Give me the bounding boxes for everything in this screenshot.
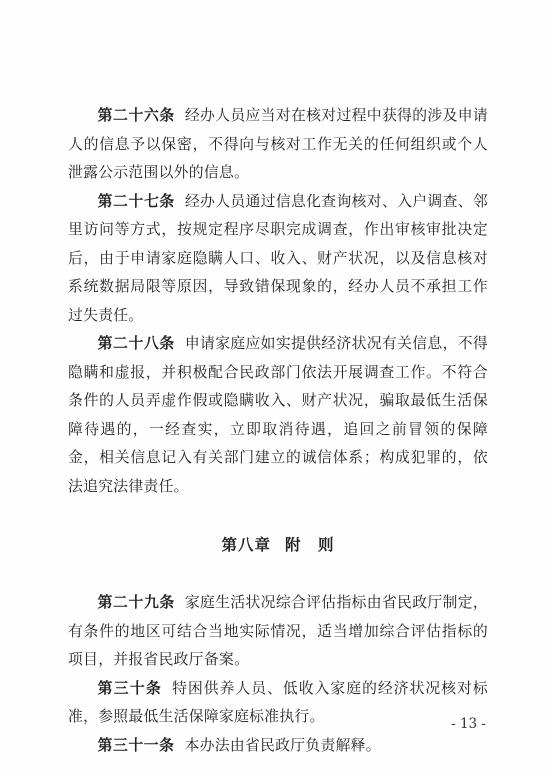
article-text: 本办法由省民政厅负责解释。 xyxy=(184,736,381,754)
article-label: 第三十一条 xyxy=(97,736,175,754)
article-text: 申请家庭应如实提供经济状况有关信息，不得隐瞒和虚报，并积极配合民政部门依法开展调查工作。不符合条件的人员弄虚作假或隐瞒收入、财产状况，骗取最低生活保障待遇的，一经查实，立即取消待遇，追回之前冒领的保障金，相关信息记入有关部门建立的诚信体系；构成犯罪的，依法追究法律责任。 xyxy=(68,335,488,495)
article-text: 经办人员通过信息化查询核对、入户调查、邻里访问等方式，按规定程序尽职完成调查，作出审核审批决定后，由于申请家庭隐瞒人口、收入、财产状况，以及信息核对系统数据局限等原因，导致错保现象的，经办人员不承担工作过失责任。 xyxy=(68,192,488,324)
article-text: 家庭生活状况综合评估指标由省民政厅制定，有条件的地区可结合当地实际情况，适当增加综合评估指标的项目，并报省民政厅备案。 xyxy=(68,594,488,668)
article-27 xyxy=(68,188,488,331)
article-28 xyxy=(68,330,488,501)
article-29 xyxy=(68,589,488,675)
article-text: 经办人员应当对在核对过程中获得的涉及申请人的信息予以保密，不得向与核对工作无关的任何组织或个人泄露公示范围以外的信息。 xyxy=(68,107,488,181)
page-number: - 13 - xyxy=(451,716,486,732)
chapter-number: 第八章 xyxy=(221,536,271,554)
article-label: 第二十七条 xyxy=(97,192,175,210)
chapter-heading xyxy=(68,531,488,559)
article-text: 特困供养人员、低收入家庭的经济状况核对标准，参照最低生活保障家庭标准执行。 xyxy=(68,679,488,725)
article-label: 第三十条 xyxy=(97,679,163,697)
article-label: 第二十八条 xyxy=(97,335,175,352)
article-31 xyxy=(68,732,488,761)
article-30 xyxy=(68,675,488,732)
chapter-title: 附 则 xyxy=(285,536,335,554)
article-label: 第二十九条 xyxy=(97,594,175,611)
article-label: 第二十六条 xyxy=(97,107,175,124)
article-26 xyxy=(68,102,488,188)
document-body xyxy=(68,102,488,760)
